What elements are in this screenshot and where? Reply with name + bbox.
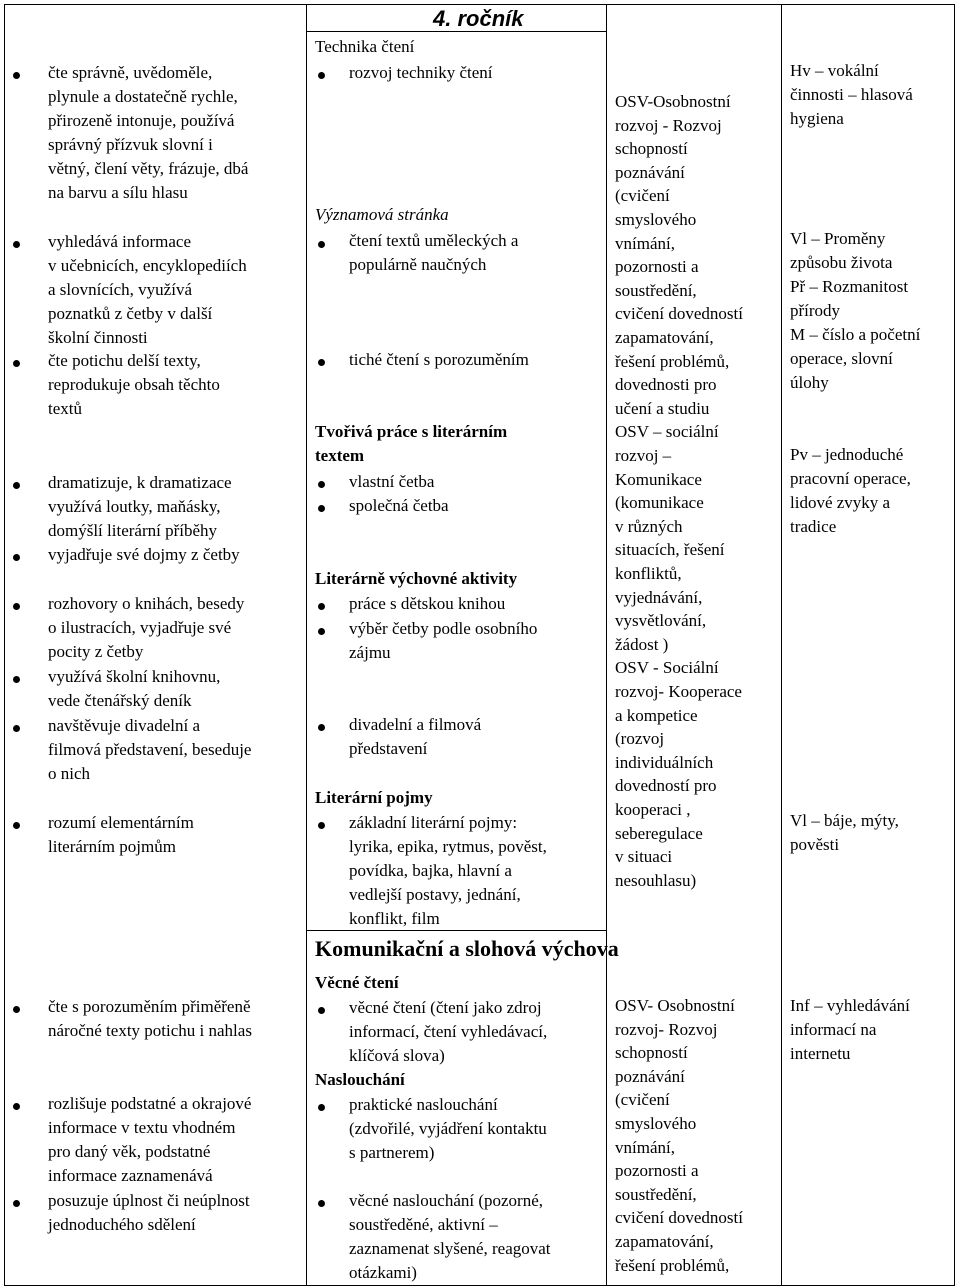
- theme-line: žádost ): [615, 634, 669, 654]
- item-aktivity: divadelní a filmová: [349, 715, 482, 734]
- link-line: přírody: [790, 301, 841, 320]
- item-vecne: věcné čtení (čtení jako zdroj: [349, 998, 542, 1017]
- link-line: tradice: [790, 517, 837, 536]
- item-pojmy: povídka, bajka, hlavní a: [349, 861, 512, 880]
- item-vyznam: populárně naučných: [349, 255, 487, 274]
- item-tvoriva: společná četba: [349, 496, 449, 515]
- theme-line: rozvoj- Rozvoj: [615, 1019, 718, 1039]
- outcome-line: poznatků z četby v další: [48, 304, 213, 323]
- bullet-dot: [318, 1200, 325, 1207]
- outcome-line: rozlišuje podstatné a okrajové: [48, 1094, 252, 1113]
- outcome-line: přirozeně intonuje, používá: [48, 111, 235, 130]
- theme-line: vnímání,: [615, 233, 675, 253]
- outcome-line: reprodukuje obsah těchto: [48, 375, 220, 394]
- item-naslouchani: otázkami): [349, 1263, 417, 1282]
- column-divider: [606, 5, 607, 1285]
- link-line: operace, slovní: [790, 349, 893, 368]
- outcome-line: školní činnosti: [48, 328, 148, 347]
- theme-line: konfliktů,: [615, 564, 682, 583]
- heading-aktivity: Literárně výchovné aktivity: [315, 569, 518, 588]
- bullet-dot: [13, 676, 20, 683]
- outcome-line: vyjadřuje své dojmy z četby: [48, 545, 240, 564]
- item-vyznam: čtení textů uměleckých a: [349, 231, 519, 250]
- theme-line: nesouhlasu): [615, 870, 697, 890]
- outcome-line: domýšlí literární příběhy: [48, 521, 218, 540]
- link-line: pracovní operace,: [790, 469, 911, 488]
- item-naslouchani: (zdvořilé, vyjádření kontaktu: [349, 1119, 547, 1138]
- heading-pojmy: Literární pojmy: [315, 788, 433, 807]
- heading-vecne: Věcné čtení: [315, 973, 399, 992]
- theme-line: dovedností pro: [615, 776, 717, 796]
- bullet-dot: [318, 1104, 325, 1111]
- theme-line: OSV - Sociální: [615, 658, 719, 678]
- theme-line: poznávání: [615, 162, 685, 182]
- theme-line: a kompetice: [615, 705, 698, 725]
- theme-line: v situaci: [615, 847, 673, 867]
- outcome-line: správný přízvuk slovní i: [48, 135, 213, 154]
- column-divider: [781, 5, 782, 1285]
- outcome-line: vede čtenářský deník: [48, 691, 192, 710]
- outcome-line: vyhledává informace: [48, 232, 192, 251]
- item-pojmy: konflikt, film: [349, 909, 440, 928]
- outcome-line: čte správně, uvědoměle,: [48, 63, 213, 82]
- item-aktivity: zájmu: [349, 643, 391, 662]
- outcome-line: využívá loutky, maňásky,: [48, 497, 221, 516]
- outcome-line: filmová představení, beseduje: [48, 740, 252, 759]
- heading-tvoriva: textem: [315, 446, 365, 465]
- outcome-line: v učebnicích, encyklopediích: [48, 256, 247, 275]
- item-vecne: klíčová slova): [349, 1046, 445, 1065]
- link-line: úlohy: [790, 373, 829, 392]
- heading-vyznam: Významová stránka: [315, 205, 449, 224]
- outcome-line: využívá školní knihovnu,: [48, 667, 221, 686]
- theme-line: smyslového: [615, 210, 697, 229]
- item-naslouchani: věcné naslouchání (pozorné,: [349, 1191, 543, 1210]
- theme-line: rozvoj - Rozvoj: [615, 115, 722, 135]
- outcome-line: na barvu a sílu hlasu: [48, 183, 188, 202]
- column-divider: [306, 5, 307, 1285]
- heading-naslouchani: Naslouchání: [315, 1070, 405, 1089]
- outcome-line: literárním pojmům: [48, 837, 176, 856]
- theme-line: řešení problémů,: [615, 351, 730, 371]
- theme-line: (rozvoj: [615, 729, 665, 749]
- item-aktivity: představení: [349, 739, 428, 758]
- bullet-dot: [13, 360, 20, 367]
- outcome-line: pro daný věk, podstatné: [48, 1142, 211, 1161]
- link-line: lidové zvyky a: [790, 493, 891, 512]
- bullet-dot: [318, 724, 325, 731]
- item-vecne: informací, čtení vyhledávací,: [349, 1022, 548, 1041]
- theme-line: seberegulace: [615, 823, 703, 843]
- theme-line: (cvičení: [615, 1090, 670, 1110]
- theme-line: vysvětlování,: [615, 611, 707, 631]
- item-aktivity: výběr četby podle osobního: [349, 619, 538, 638]
- outcome-line: čte potichu delší texty,: [48, 351, 201, 370]
- grade-title: 4. ročník: [433, 6, 524, 31]
- outcome-line: o nich: [48, 764, 91, 783]
- bullet-dot: [13, 603, 20, 610]
- bullet-dot: [13, 822, 20, 829]
- theme-line: (cvičení: [615, 186, 670, 206]
- bullet-dot: [318, 1007, 325, 1014]
- bullet-dot: [318, 822, 325, 829]
- bullet-dot: [318, 505, 325, 512]
- link-line: internetu: [790, 1044, 851, 1063]
- link-line: činnosti – hlasová: [790, 85, 913, 104]
- bullet-dot: [318, 359, 325, 366]
- heading-tvoriva: Tvořivá práce s literárním: [315, 422, 508, 441]
- theme-line: schopností: [615, 139, 688, 159]
- outcome-line: o ilustracích, vyjadřuje své: [48, 618, 232, 637]
- bullet-dot: [13, 554, 20, 561]
- bullet-dot: [318, 72, 325, 79]
- bullet-dot: [13, 72, 20, 79]
- item-aktivity: práce s dětskou knihou: [349, 594, 506, 613]
- link-line: informací na: [790, 1020, 877, 1039]
- outcome-line: textů: [48, 399, 82, 418]
- theme-line: situacích, řešení: [615, 540, 725, 560]
- item-technika: rozvoj techniky čtení: [349, 63, 493, 82]
- theme-line: OSV – sociální: [615, 422, 719, 442]
- theme-line: pozornosti a: [615, 1161, 699, 1181]
- theme-line: v různých: [615, 516, 683, 536]
- theme-line: OSV-Osobnostní: [615, 92, 731, 111]
- theme-line: individuálních: [615, 752, 714, 772]
- theme-line: (komunikace: [615, 493, 704, 513]
- bullet-dot: [318, 628, 325, 635]
- outcome-line: plynule a dostatečně rychle,: [48, 87, 238, 106]
- theme-line: OSV- Osobnostní: [615, 996, 735, 1015]
- outcome-line: větný, člení věty, frázuje, dbá: [48, 159, 249, 178]
- bullet-dot: [13, 725, 20, 732]
- bullet-dot: [13, 241, 20, 248]
- theme-line: Komunikace: [615, 469, 702, 489]
- outcome-line: a slovnících, využívá: [48, 280, 192, 299]
- bullet-dot: [13, 482, 20, 489]
- theme-line: kooperaci ,: [615, 800, 691, 819]
- theme-line: učení a studiu: [615, 398, 710, 418]
- item-vyznam: tiché čtení s porozuměním: [349, 350, 529, 369]
- link-line: Hv – vokální: [790, 61, 879, 80]
- bullet-dot: [318, 603, 325, 610]
- outcome-line: informace zaznamenává: [48, 1166, 213, 1185]
- theme-line: poznávání: [615, 1066, 685, 1086]
- outcome-line: posuzuje úplnost či neúplnost: [48, 1191, 250, 1210]
- theme-line: vnímání,: [615, 1137, 675, 1157]
- outcome-line: rozhovory o knihách, besedy: [48, 594, 245, 613]
- item-pojmy: základní literární pojmy:: [349, 813, 518, 832]
- theme-line: cvičení dovedností: [615, 304, 743, 324]
- link-line: hygiena: [790, 109, 844, 128]
- bullet-dot: [318, 481, 325, 488]
- bullet-dot: [13, 1200, 20, 1207]
- outcome-line: dramatizuje, k dramatizace: [48, 473, 232, 492]
- theme-line: vyjednávání,: [615, 587, 703, 607]
- outcome-line: náročné texty potichu i nahlas: [48, 1021, 252, 1040]
- link-line: způsobu života: [790, 253, 893, 272]
- item-naslouchani: soustředěné, aktivní –: [349, 1215, 498, 1234]
- theme-line: cvičení dovedností: [615, 1208, 743, 1228]
- outcome-line: rozumí elementárním: [48, 813, 194, 832]
- item-tvoriva: vlastní četba: [349, 472, 435, 491]
- item-naslouchani: praktické naslouchání: [349, 1095, 498, 1114]
- item-naslouchani: s partnerem): [349, 1143, 435, 1162]
- link-line: Inf – vyhledávání: [790, 996, 910, 1015]
- theme-line: pozornosti a: [615, 257, 699, 277]
- theme-line: soustředění,: [615, 1184, 697, 1204]
- theme-line: rozvoj –: [615, 446, 672, 465]
- theme-line: zapamatování,: [615, 328, 714, 347]
- link-line: Př – Rozmanitost: [790, 277, 909, 296]
- item-pojmy: vedlejší postavy, jednání,: [349, 885, 521, 904]
- outcome-line: pocity z četby: [48, 642, 144, 661]
- bullet-dot: [318, 241, 325, 248]
- bullet-dot: [13, 1103, 20, 1110]
- outcome-line: informace v textu vhodném: [48, 1118, 236, 1137]
- heading-komunikace: Komunikační a slohová výchova: [315, 936, 619, 961]
- link-line: Vl – Proměny: [790, 229, 886, 248]
- theme-line: rozvoj- Kooperace: [615, 682, 742, 701]
- theme-line: schopností: [615, 1043, 688, 1063]
- link-line: Pv – jednoduché: [790, 445, 904, 464]
- theme-line: řešení problémů,: [615, 1255, 730, 1275]
- link-line: pověsti: [790, 835, 840, 854]
- link-line: Vl – báje, mýty,: [790, 811, 899, 830]
- item-pojmy: lyrika, epika, rytmus, pověst,: [349, 837, 547, 856]
- bullet-dot: [13, 1006, 20, 1013]
- heading-technika: Technika čtení: [315, 37, 415, 56]
- theme-line: smyslového: [615, 1114, 697, 1133]
- theme-line: zapamatování,: [615, 1232, 714, 1251]
- theme-line: soustředění,: [615, 280, 697, 300]
- outcome-line: navštěvuje divadelní a: [48, 716, 201, 735]
- outcome-line: čte s porozuměním přiměřeně: [48, 997, 251, 1016]
- theme-line: dovednosti pro: [615, 375, 717, 395]
- outcome-line: jednoduchého sdělení: [48, 1215, 196, 1234]
- item-naslouchani: zaznamenat slyšené, reagovat: [349, 1239, 551, 1258]
- link-line: M – číslo a početní: [790, 325, 921, 344]
